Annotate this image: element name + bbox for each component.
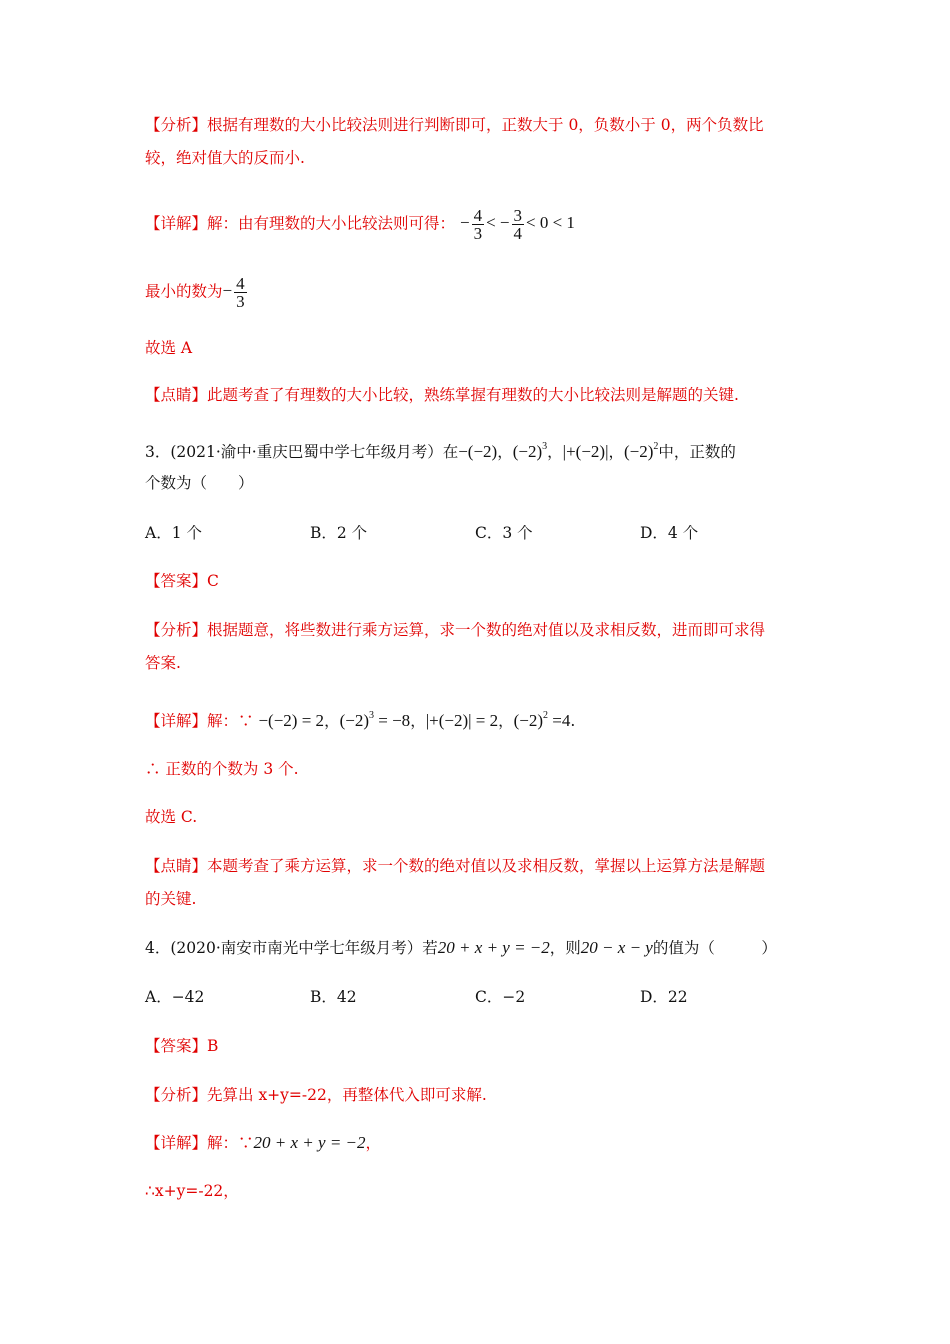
- analysis-text-line2: 较，绝对值大的反而小.: [145, 149, 305, 167]
- choose-line: 故选 A: [145, 339, 193, 357]
- q4-detail: 【详解】解：∵20 + x + y = −2，: [145, 1133, 382, 1152]
- min-fraction: − $\frac{4}{3}$: [222, 274, 245, 311]
- comment-label: 【点睛】: [145, 386, 208, 404]
- analysis-paragraph: [145, 114, 810, 136]
- q3-comment: 【点睛】本题考查了乘方运算，求一个数的绝对值以及求相反数，掌握以上运算方法是解题: [145, 857, 766, 875]
- q4-option-c: C．−2: [475, 988, 526, 1006]
- q3-choose: 故选 C.: [145, 808, 198, 826]
- comment-text: 此题考查了有理数的大小比较，熟练掌握有理数的大小比较法则是解题的关键.: [207, 386, 739, 404]
- detail-paragraph: [145, 207, 810, 242]
- q3-conclusion: ∴ 正数的个数为 3 个.: [145, 760, 299, 778]
- analysis-text: 根据有理数的大小比较法则进行判断即可，正数大于 0，负数小于 0，两个负数比: [207, 116, 764, 134]
- question-3-stem-line2: 个数为（ ）: [145, 474, 254, 492]
- q3-comment-line2: 的关键.: [145, 890, 197, 908]
- comment-paragraph: [145, 384, 810, 406]
- q3-option-c: C．3 个: [475, 524, 533, 542]
- analysis-label: 【分析】: [145, 116, 208, 134]
- q4-option-d: D．22: [640, 988, 688, 1006]
- inequality: − $\frac{4}{3}$ < − $\frac{3}{4}$ < 0 < 1: [459, 206, 575, 243]
- detail-label: 【详解】: [145, 214, 208, 233]
- q4-option-b: B．42: [310, 988, 357, 1006]
- q3-detail: 【详解】解：∵ −(−2) = 2，$(-2)^3 = -8$，|+(−2)| = 2，$(-2)^2 =4$.: [145, 710, 576, 730]
- q4-therefore: ∴x+y=-22，: [145, 1182, 239, 1200]
- q3-analysis: 【分析】根据题意，将些数进行乘方运算，求一个数的绝对值以及求相反数，进而即可求得: [145, 621, 766, 639]
- question-3-stem: 3．(2021·渝中·重庆巴蜀中学七年级月考）在−(−2)，$(-2)^3$，|+(−2)|，$(-2)^2$中，正数的: [145, 441, 736, 461]
- q4-answer: 【答案】B: [145, 1037, 219, 1055]
- q3-option-a: A．1 个: [145, 524, 202, 542]
- min-number-line: 最小的数为− $\frac{4}{3}$: [145, 275, 810, 310]
- detail-text: 解：由有理数的大小比较法则可得：: [207, 214, 456, 233]
- q4-option-a: A．−42: [145, 988, 205, 1006]
- q3-analysis-line2: 答案.: [145, 654, 181, 672]
- q3-answer: 【答案】C: [145, 572, 219, 590]
- question-4-stem: 4．(2020·南安市南光中学七年级月考）若20 + x + y = −2，则20 − x − y的值为（ ）: [145, 938, 777, 957]
- q3-option-b: B．2 个: [310, 524, 368, 542]
- q3-option-d: D．4 个: [640, 524, 699, 542]
- q4-analysis: 【分析】先算出 x+y=-22，再整体代入即可求解.: [145, 1086, 487, 1104]
